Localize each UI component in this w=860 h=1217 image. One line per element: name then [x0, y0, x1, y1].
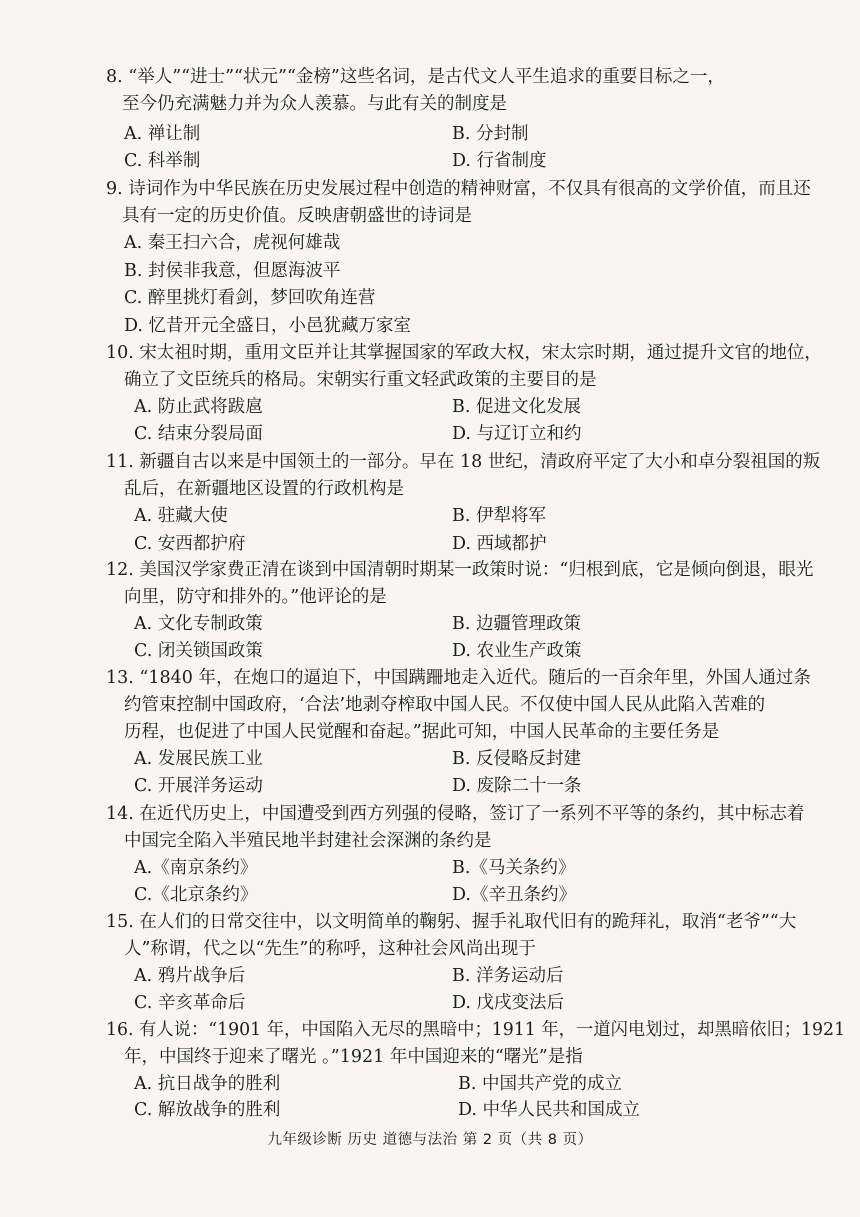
answer-option-b: B. 分封制: [452, 124, 529, 144]
question-stem-line: 12. 美国汉学家费正清在谈到中国清朝时期某一政策时说：“归根到底，它是倾向倒退，眼光: [106, 560, 814, 580]
question-stem-line: 向里，防守和排外的。”他评论的是: [124, 587, 387, 607]
answer-option-a: A. 鸦片战争后: [134, 966, 246, 986]
answer-option-d: D. 与辽订立和约: [452, 424, 582, 444]
answer-option-d: D.《辛丑条约》: [452, 885, 576, 905]
answer-option-c: C.《北京条约》: [134, 885, 258, 905]
question-stem-line: 15. 在人们的日常交往中，以文明简单的鞠躬、握手礼取代旧有的跪拜礼，取消“老爷”“大: [106, 912, 797, 932]
question-stem-line: 9. 诗词作为中华民族在历史发展过程中创造的精神财富，不仅具有很高的文学价值，而且还: [106, 179, 811, 199]
answer-option-a: A. 秦王扫六合，虎视何雄哉: [124, 233, 341, 253]
question-stem-line: 人”称谓，代之以“先生”的称呼，这种社会风尚出现于: [124, 939, 536, 959]
question-stem-line: 14. 在近代历史上，中国遭受到西方列强的侵略，签订了一系列不平等的条约，其中标志着: [106, 804, 805, 824]
question-stem-line: 具有一定的历史价值。反映唐朝盛世的诗词是: [122, 206, 472, 226]
question-stem-line: 确立了文臣统兵的格局。宋朝实行重文轻武政策的主要目的是: [124, 370, 597, 390]
answer-option-b: B.《马关条约》: [452, 858, 576, 878]
answer-option-a: A.《南京条约》: [134, 858, 258, 878]
question-stem-line: 年，中国终于迎来了曙光 。”1921 年中国迎来的“曙光”是指: [124, 1047, 583, 1067]
answer-option-c: C. 结束分裂局面: [134, 424, 263, 444]
answer-option-a: A. 文化专制政策: [134, 614, 263, 634]
answer-option-b: B. 洋务运动后: [452, 966, 564, 986]
answer-option-c: C. 开展洋务运动: [134, 776, 263, 796]
answer-option-d: D. 废除二十一条: [452, 776, 582, 796]
answer-option-b: B. 封侯非我意，但愿海波平: [124, 261, 341, 281]
question-stem-line: 约管束控制中国政府，‘合法’地剥夺榨取中国人民。不仅使中国人民从此陷入苦难的: [124, 695, 766, 715]
question-stem-line: 11. 新疆自古以来是中国领土的一部分。早在 18 世纪，清政府平定了大小和卓分裂祖国的叛: [106, 452, 821, 472]
question-stem-line: 10. 宋太祖时期，重用文臣并让其掌握国家的军政大权，宋太宗时期，通过提升文官的地位，: [106, 343, 822, 363]
answer-option-a: A. 防止武将跋扈: [134, 397, 263, 417]
answer-option-c: C. 闭关锁国政策: [134, 641, 263, 661]
answer-option-a: A. 驻藏大使: [134, 506, 228, 526]
answer-option-d: D. 西域都护: [452, 534, 547, 554]
answer-option-d: D. 戊戌变法后: [452, 993, 565, 1013]
answer-option-b: B. 反侵略反封建: [452, 749, 581, 769]
answer-option-c: C. 安西都护府: [134, 534, 246, 554]
question-stem-line: 13. “1840 年，在炮口的逼迫下，中国蹒跚地走入近代。随后的一百余年里，外国人通过条: [106, 668, 811, 688]
answer-option-b: B. 伊犁将军: [452, 506, 546, 526]
answer-option-a: A. 禅让制: [124, 124, 201, 144]
question-stem-line: 乱后，在新疆地区设置的行政机构是: [124, 479, 404, 499]
question-stem-line: 16. 有人说：“1901 年，中国陷入无尽的黑暗中；1911 年，一道闪电划过，却黑暗依旧；1921: [106, 1020, 846, 1040]
question-stem-line: 历程，也促进了中国人民觉醒和奋起。”据此可知，中国人民革命的主要任务是: [124, 722, 720, 742]
answer-option-d: D. 行省制度: [452, 151, 547, 171]
answer-option-c: C. 辛亥革命后: [134, 993, 246, 1013]
question-stem-line: 中国完全陷入半殖民地半封建社会深渊的条约是: [124, 831, 492, 851]
answer-option-b: B. 促进文化发展: [452, 397, 581, 417]
answer-option-a: A. 发展民族工业: [134, 749, 263, 769]
answer-option-c: C. 科举制: [124, 151, 201, 171]
page-footer: 九年级诊断 历史 道德与法治 第 2 页（共 8 页）: [267, 1132, 593, 1148]
answer-option-a: A. 抗日战争的胜利: [134, 1074, 281, 1094]
answer-option-d: D. 农业生产政策: [452, 641, 582, 661]
question-stem-line: 8. “举人”“进士”“状元”“金榜”这些名词，是古代文人平生追求的重要目标之一，: [106, 67, 725, 87]
answer-option-b: B. 边疆管理政策: [452, 614, 581, 634]
answer-option-b: B. 中国共产党的成立: [458, 1074, 622, 1094]
answer-option-d: D. 忆昔开元全盛日，小邑犹藏万家室: [124, 316, 412, 336]
answer-option-c: C. 醉里挑灯看剑，梦回吹角连营: [124, 288, 376, 308]
answer-option-c: C. 解放战争的胜利: [134, 1100, 281, 1120]
answer-option-d: D. 中华人民共和国成立: [458, 1100, 641, 1120]
question-stem-line: 至今仍充满魅力并为众人羡慕。与此有关的制度是: [122, 94, 507, 114]
